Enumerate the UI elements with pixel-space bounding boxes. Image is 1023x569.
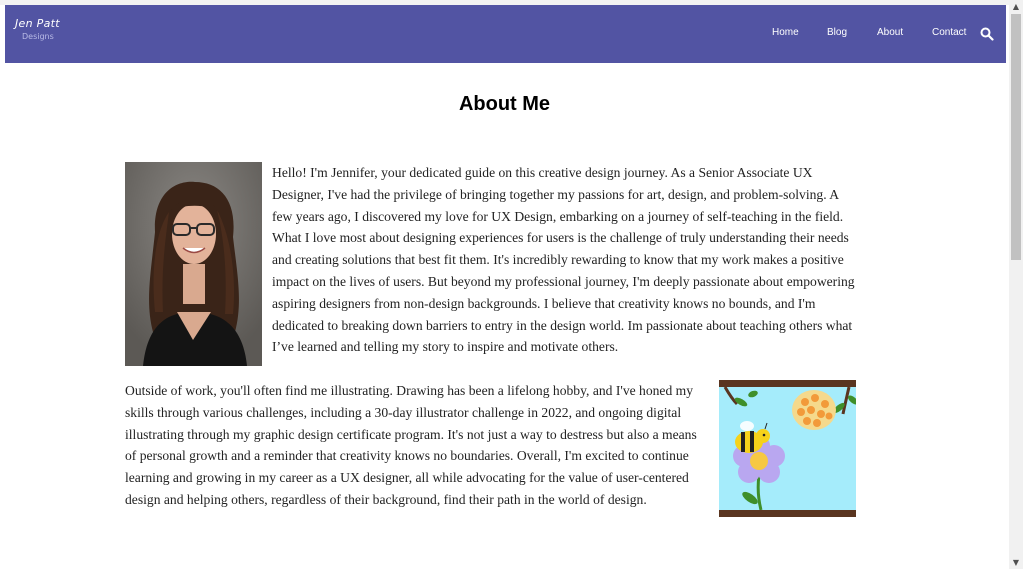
about-paragraph-1: Hello! I'm Jennifer, your dedicated guide on this creative design journey. As a Senior Associate UX Designer, I've had the privilege of bringing together my passions for art, design, and problem-solving. A few years ago, I discovered my love for UX Design, embarking on a journey of self-teaching in the field. What I love most about designing experiences for users is the challenge of truly understanding their needs and creating solutions that best fit them. It's incredibly rewarding to know that my work makes a positive impact on the lives of users. But beyond my professional journey, I'm deeply passionate about empowering aspiring designers from non-design backgrounds. I believe that creativity knows no bounds, and I'm dedicated to breaking down barriers to entry in the design world. Im passionate about teaching others what I’ve learned and telling my story to inspire and motivate others.	[272, 165, 855, 355]
profile-photo	[125, 162, 262, 366]
logo-tagline: Designs	[22, 32, 54, 41]
nav-about-link[interactable]: About	[877, 27, 904, 38]
bee-flower-illustration	[719, 380, 856, 517]
nav-home-link[interactable]: Home	[772, 27, 799, 38]
site-header	[5, 5, 1006, 63]
scroll-up-arrow-icon[interactable]: ▲	[1012, 2, 1020, 11]
nav-contact-link[interactable]: Contact	[932, 27, 967, 38]
logo-name: Jen Patt	[15, 17, 60, 30]
scroll-down-arrow-icon[interactable]: ▼	[1012, 558, 1020, 567]
scrollbar-thumb[interactable]	[1011, 14, 1021, 260]
nav-blog-link[interactable]: Blog	[827, 27, 848, 38]
about-paragraph-2: Outside of work, you'll often find me illustrating. Drawing has been a lifelong hobby, and I've honed my skills through various challenges, including a 30-day illustrator challenge in 2022, and ongoing digital illustrating through my graphic design certificate program. It's not just a way to destress but also a means of personal growth and a reminder that creativity knows no boundaries. Overall, I'm excited to continue learning and growing in my career as a UX designer, all while advocating for the value of user-centered design and helping others, regardless of their background, find their path in the world of design.	[125, 383, 697, 507]
site-logo[interactable]	[13, 15, 65, 55]
search-icon[interactable]	[980, 27, 994, 41]
page-title: About Me	[458, 93, 551, 115]
